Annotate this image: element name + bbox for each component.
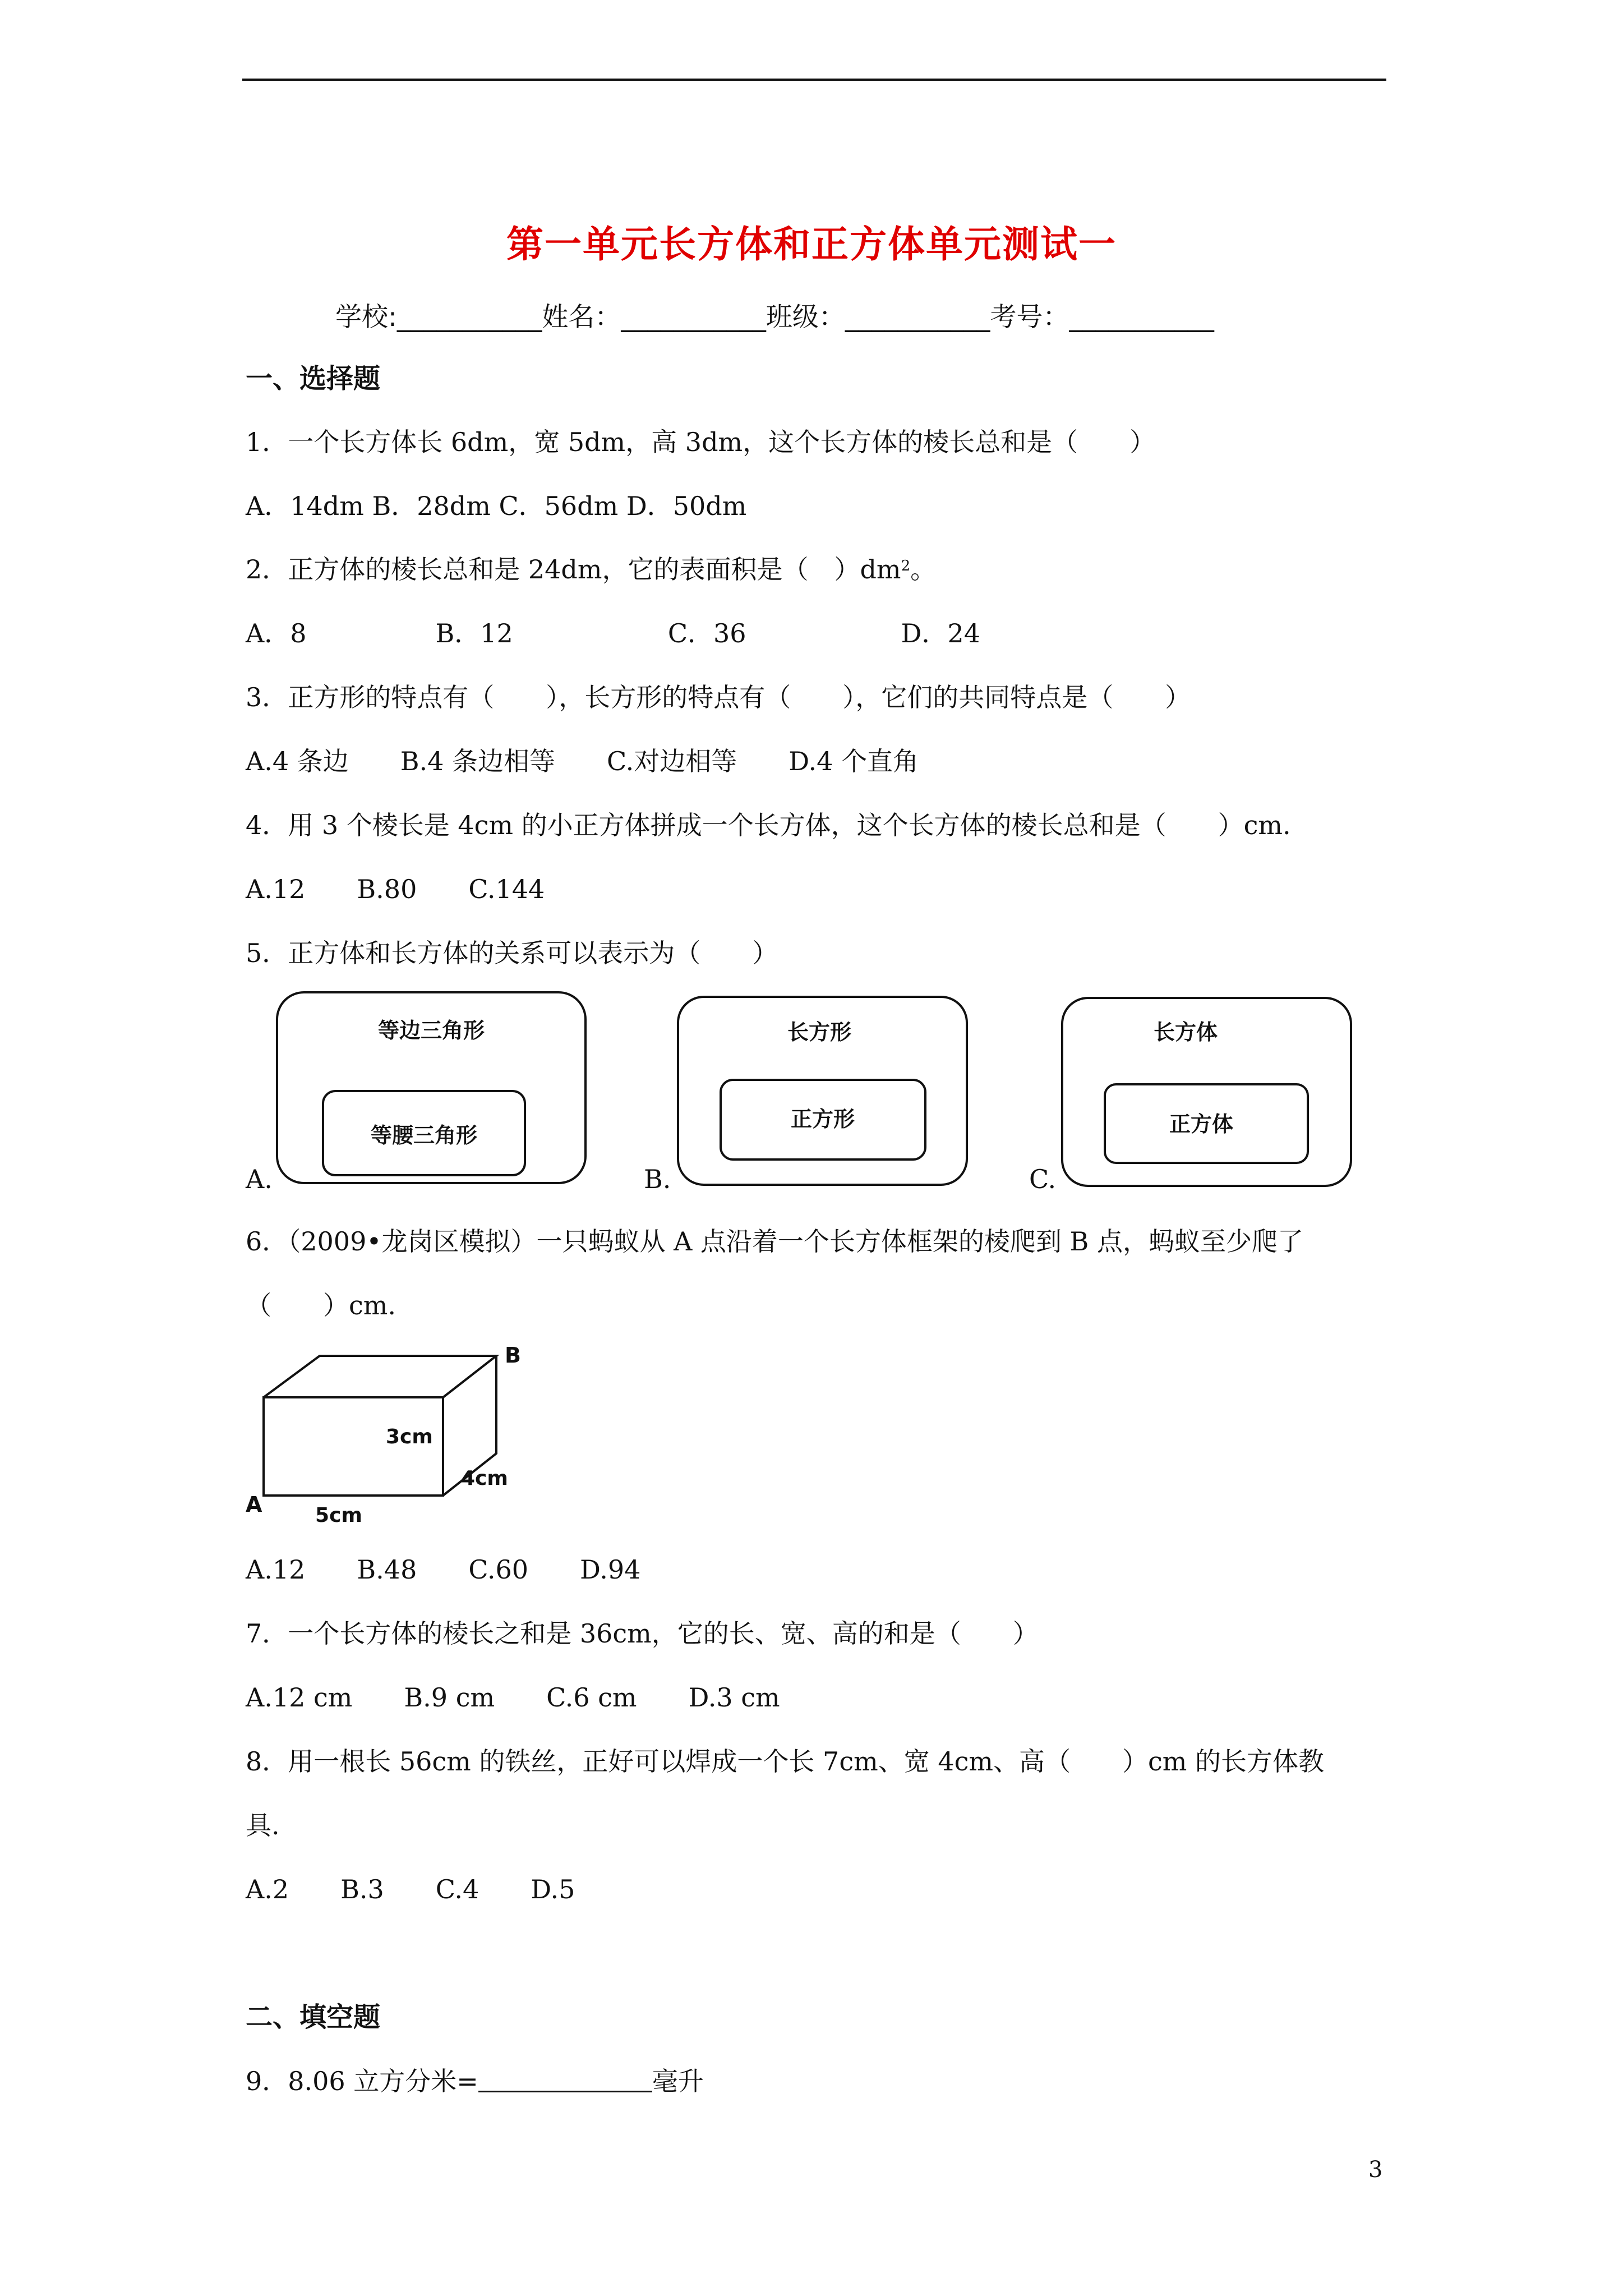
question-9-text: 9．8.06 立方分米= [246, 2066, 478, 2096]
question-9 [246, 2064, 704, 2098]
diagram-b-label: B. [644, 1164, 671, 1194]
question-6-line-1: 6．（2009•龙岗区模拟）一只蚂蚁从 A 点沿着一个长方体框架的棱爬到 B 点，蚂蚁至少爬了 [246, 1226, 1303, 1257]
question-2-options: A．8 B．12 C．36 D．24 [246, 618, 980, 648]
length-label: 5cm [315, 1504, 362, 1527]
question-8-options: A.2 B.3 C.4 D.5 [246, 1874, 575, 1904]
diagram-a-label: A. [246, 1164, 273, 1194]
question-7: 7．一个长方体的棱长之和是 36cm，它的长、宽、高的和是（ ） [246, 1618, 1039, 1649]
width-label: 4cm [461, 1467, 508, 1490]
section-heading-choice: 一、选择题 [246, 363, 381, 394]
outer-label: 等边三角形 [377, 1018, 485, 1043]
outer-label: 长方形 [787, 1020, 852, 1045]
question-9-unit: 毫升 [652, 2066, 704, 2096]
answer-blank [478, 2066, 652, 2092]
outer-label: 长方体 [1153, 1020, 1218, 1045]
cuboid-figure [241, 1343, 533, 1534]
diagram-c-label: C. [1029, 1164, 1057, 1194]
question-4: 4．用 3 个棱长是 4cm 的小正方体拼成一个长方体，这个长方体的棱长总和是（ ）cm. [246, 810, 1291, 840]
point-a-label: A [246, 1492, 262, 1517]
inner-label: 正方形 [790, 1107, 855, 1131]
question-3: 3．正方形的特点有（ ），长方形的特点有（ ），它们的共同特点是（ ） [246, 682, 1191, 712]
question-1-options: A．14dm B．28dm C．56dm D．50dm [246, 491, 747, 521]
page-number: 3 [1368, 2157, 1383, 2183]
venn-diagram-c [1060, 996, 1354, 1189]
question-3-options: A.4 条边 B.4 条边相等 C.对边相等 D.4 个直角 [246, 746, 919, 776]
header-rule [242, 79, 1386, 81]
question-2-end: 。 [910, 554, 937, 585]
question-2-superscript: 2 [901, 558, 911, 574]
page-title: 第一单元长方体和正方体单元测试一 [506, 223, 1117, 266]
section-heading-fill: 二、填空题 [246, 2001, 381, 2033]
question-4-options: A.12 B.80 C.144 [246, 874, 545, 904]
point-b-label: B [505, 1343, 521, 1368]
height-label: 3cm [386, 1425, 433, 1448]
inner-label: 正方体 [1169, 1112, 1234, 1137]
question-8-line-2: 具. [246, 1810, 280, 1841]
question-6-options: A.12 B.48 C.60 D.94 [246, 1554, 641, 1585]
question-1: 1．一个长方体长 6dm，宽 5dm，高 3dm，这个长方体的棱长总和是（ ） [246, 427, 1156, 457]
question-7-options: A.12 cm B.9 cm C.6 cm D.3 cm [246, 1682, 780, 1713]
venn-diagram-b [676, 995, 970, 1188]
question-2-text: 2．正方体的棱长总和是 24dm，它的表面积是（ ）dm [246, 554, 901, 585]
student-info-line: 学校:___________姓名：___________班级：___________考号：___________ [335, 302, 1214, 333]
venn-diagram-a [275, 990, 589, 1186]
question-5: 5．正方体和长方体的关系可以表示为（ ） [246, 938, 778, 968]
cuboid-top-face [264, 1356, 496, 1397]
question-2 [246, 553, 936, 586]
question-6-line-2: （ ）cm. [246, 1290, 396, 1320]
inner-label: 等腰三角形 [370, 1123, 478, 1148]
question-8-line-1: 8．用一根长 56cm 的铁丝，正好可以焊成一个长 7cm、宽 4cm、高（ ）cm 的长方体教 [246, 1746, 1324, 1777]
